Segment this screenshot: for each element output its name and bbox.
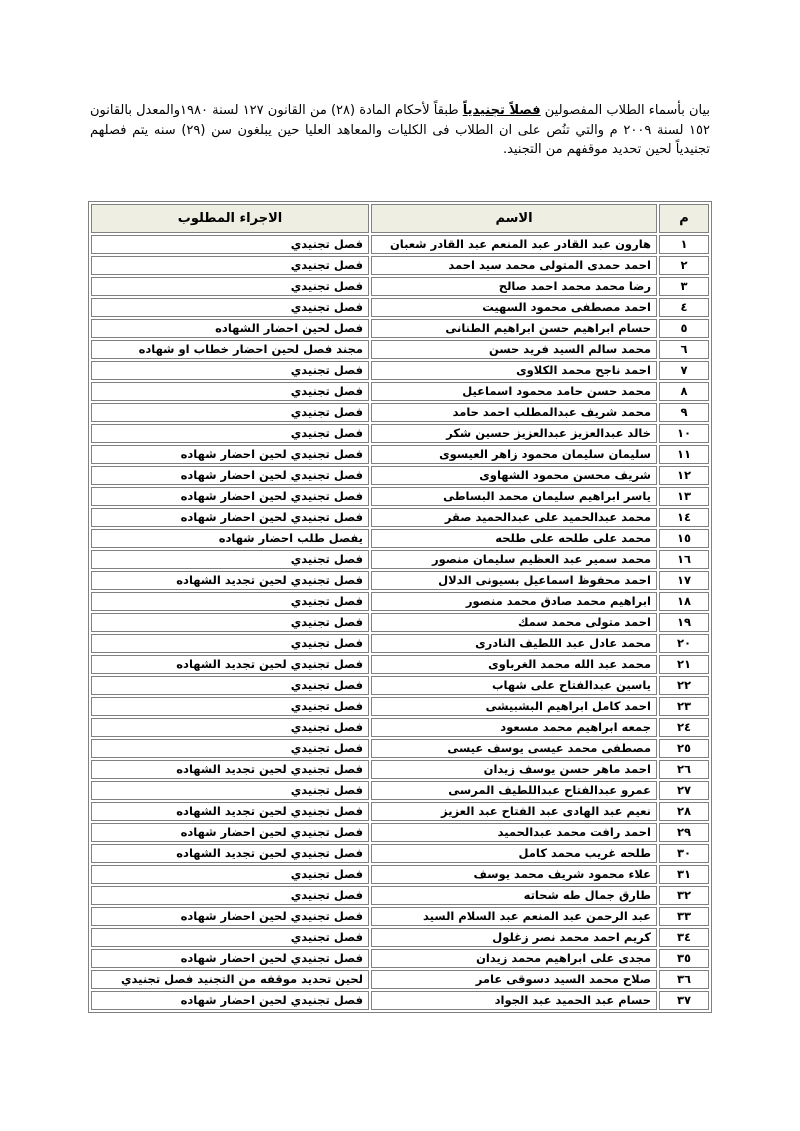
serial-cell: ٣٠ — [659, 844, 709, 863]
action-cell: فصل تجنيدي — [91, 634, 369, 653]
name-cell: سليمان سليمان محمود زاهر العيسوى — [371, 445, 657, 464]
action-cell: يفصل طلب احضار شهاده — [91, 529, 369, 548]
table-row — [91, 949, 709, 968]
action-cell: فصل تجنيدي لحين احضار شهاده — [91, 991, 369, 1010]
table-row — [91, 886, 709, 905]
serial-cell: ٥ — [659, 319, 709, 338]
action-cell: فصل تجنيدي لحين تجديد الشهاده — [91, 802, 369, 821]
serial-cell: ٢٩ — [659, 823, 709, 842]
action-cell: فصل تجنيدي — [91, 739, 369, 758]
table-row — [91, 529, 709, 548]
serial-cell: ١٦ — [659, 550, 709, 569]
serial-cell: ٣ — [659, 277, 709, 296]
serial-cell: ٢٣ — [659, 697, 709, 716]
name-cell: محمد حسن حامد محمود اسماعيل — [371, 382, 657, 401]
action-cell: فصل تجنيدي لحين احضار شهاده — [91, 949, 369, 968]
name-cell: احمد متولى محمد سمك — [371, 613, 657, 632]
action-cell: فصل تجنيدي — [91, 781, 369, 800]
serial-cell: ٢ — [659, 256, 709, 275]
intro-underlined-phrase: فصلاً تجنيدياً — [462, 103, 541, 118]
action-cell: فصل تجنيدي — [91, 676, 369, 695]
action-cell: فصل تجنيدي — [91, 277, 369, 296]
serial-cell: ٩ — [659, 403, 709, 422]
serial-cell: ٢٢ — [659, 676, 709, 695]
serial-cell: ١٢ — [659, 466, 709, 485]
name-cell: محمد شريف عبدالمطلب احمد حامد — [371, 403, 657, 422]
name-cell: عبد الرحمن عبد المنعم عبد السلام السيد — [371, 907, 657, 926]
action-cell: لحين تحديد موقفه من التجنيد فصل تجنيدي — [91, 970, 369, 989]
serial-cell: ٤ — [659, 298, 709, 317]
serial-cell: ٣٦ — [659, 970, 709, 989]
name-cell: جمعه ابراهيم محمد مسعود — [371, 718, 657, 737]
serial-cell: ١٩ — [659, 613, 709, 632]
table-row — [91, 970, 709, 989]
name-cell: ابراهيم محمد صادق محمد منصور — [371, 592, 657, 611]
action-cell: فصل تجنيدي — [91, 298, 369, 317]
action-cell: فصل تجنيدي — [91, 361, 369, 380]
serial-cell: ٣٧ — [659, 991, 709, 1010]
name-cell: احمد ماهر حسن يوسف زيدان — [371, 760, 657, 779]
column-header-action: الاجراء المطلوب — [91, 204, 369, 233]
name-cell: حسام عبد الحميد عبد الجواد — [371, 991, 657, 1010]
action-cell: فصل تجنيدي لحين تجديد الشهاده — [91, 655, 369, 674]
table-row — [91, 571, 709, 590]
students-table-container — [94, 201, 712, 1013]
action-cell: فصل تجنيدي — [91, 886, 369, 905]
table-row — [91, 256, 709, 275]
action-cell: فصل تجنيدي لحين احضار شهاده — [91, 445, 369, 464]
table-row — [91, 865, 709, 884]
serial-cell: ١٧ — [659, 571, 709, 590]
serial-cell: ١ — [659, 235, 709, 254]
name-cell: احمد ناجح محمد الكلاوى — [371, 361, 657, 380]
action-cell: فصل تجنيدي — [91, 613, 369, 632]
table-row — [91, 634, 709, 653]
serial-cell: ٣٢ — [659, 886, 709, 905]
name-cell: حسام ابراهيم حسن ابراهيم الطنانى — [371, 319, 657, 338]
action-cell: فصل تجنيدي لحين احضار شهاده — [91, 823, 369, 842]
name-cell: طلحه غريب محمد كامل — [371, 844, 657, 863]
name-cell: محمد سالم السيد فريد حسن — [371, 340, 657, 359]
table-row — [91, 760, 709, 779]
name-cell: ياسر ابراهيم سليمان محمد البساطى — [371, 487, 657, 506]
serial-cell: ١٠ — [659, 424, 709, 443]
name-cell: مصطفى محمد عيسى يوسف عيسى — [371, 739, 657, 758]
serial-cell: ٣١ — [659, 865, 709, 884]
serial-cell: ٨ — [659, 382, 709, 401]
name-cell: هارون عبد القادر عبد المنعم عبد القادر شعبان — [371, 235, 657, 254]
action-cell: فصل لحين احضار الشهاده — [91, 319, 369, 338]
serial-cell: ١٤ — [659, 508, 709, 527]
name-cell: علاء محمود شريف محمد يوسف — [371, 865, 657, 884]
action-cell: فصل تجنيدي — [91, 382, 369, 401]
intro-text-part2: طبقاً لأحكام المادة (٢٨) من القانون ١٢٧ لسنة ١٩٨٠والمعدل بالقانون ١٥٢ لسنة ٢٠٠٩ م والتي تنُص على ان الطلاب فى الكليات والمعاهد العليا حين يبلغون سن (٢٩) سنه يتم فصلهم تجنيدياً لحين تحديد موقفهم من التجنيد. — [90, 103, 710, 157]
name-cell: عمرو عبدالفتاح عبداللطيف المرسى — [371, 781, 657, 800]
serial-cell: ٢٧ — [659, 781, 709, 800]
table-row — [91, 487, 709, 506]
table-row — [91, 424, 709, 443]
action-cell: فصل تجنيدي — [91, 928, 369, 947]
action-cell: فصل تجنيدي — [91, 235, 369, 254]
serial-cell: ٢٠ — [659, 634, 709, 653]
serial-cell: ٢٥ — [659, 739, 709, 758]
name-cell: ياسين عبدالفتاح على شهاب — [371, 676, 657, 695]
table-row — [91, 844, 709, 863]
table-row — [91, 445, 709, 464]
serial-cell: ١٣ — [659, 487, 709, 506]
action-cell: فصل تجنيدي — [91, 865, 369, 884]
serial-cell: ٣٣ — [659, 907, 709, 926]
serial-cell: ٢٦ — [659, 760, 709, 779]
name-cell: احمد رافت محمد عبدالحميد — [371, 823, 657, 842]
action-cell: فصل تجنيدي لحين تجديد الشهاده — [91, 760, 369, 779]
table-row — [91, 550, 709, 569]
action-cell: فصل تجنيدي لحين احضار شهاده — [91, 466, 369, 485]
table-row — [91, 508, 709, 527]
table-row — [91, 361, 709, 380]
name-cell: طارق جمال طه شحاته — [371, 886, 657, 905]
name-cell: خالد عبدالعزيز عبدالعزيز حسين شكر — [371, 424, 657, 443]
table-row — [91, 697, 709, 716]
table-row — [91, 676, 709, 695]
action-cell: مجند فصل لحين احضار خطاب او شهاده — [91, 340, 369, 359]
table-row — [91, 655, 709, 674]
serial-cell: ١٥ — [659, 529, 709, 548]
action-cell: فصل تجنيدي — [91, 550, 369, 569]
name-cell: مجدى على ابراهيم محمد زيدان — [371, 949, 657, 968]
table-row — [91, 403, 709, 422]
table-body — [91, 235, 709, 1010]
table-row — [91, 298, 709, 317]
serial-cell: ٣٥ — [659, 949, 709, 968]
action-cell: فصل تجنيدي لحين احضار شهاده — [91, 907, 369, 926]
name-cell: محمد سمير عبد العظيم سليمان منصور — [371, 550, 657, 569]
name-cell: محمد عبد الله محمد الغرباوى — [371, 655, 657, 674]
action-cell: فصل تجنيدي — [91, 403, 369, 422]
table-row — [91, 319, 709, 338]
table-row — [91, 382, 709, 401]
serial-cell: ١٨ — [659, 592, 709, 611]
serial-cell: ٢٨ — [659, 802, 709, 821]
serial-cell: ٢١ — [659, 655, 709, 674]
serial-cell: ٣٤ — [659, 928, 709, 947]
name-cell: نعيم عبد الهادى عبد الفتاح عبد العزيز — [371, 802, 657, 821]
name-cell: احمد محفوظ اسماعيل بسيونى الدلال — [371, 571, 657, 590]
serial-cell: ١١ — [659, 445, 709, 464]
table-header-row — [91, 204, 709, 233]
intro-paragraph — [90, 101, 710, 160]
table-row — [91, 718, 709, 737]
action-cell: فصل تجنيدي لحين تجديد الشهاده — [91, 571, 369, 590]
table-row — [91, 235, 709, 254]
column-header-name: الاسم — [371, 204, 657, 233]
table-row — [91, 613, 709, 632]
table-row — [91, 277, 709, 296]
table-row — [91, 928, 709, 947]
action-cell: فصل تجنيدي — [91, 592, 369, 611]
column-header-serial: م — [659, 204, 709, 233]
serial-cell: ٦ — [659, 340, 709, 359]
table-row — [91, 739, 709, 758]
action-cell: فصل تجنيدي لحين احضار شهاده — [91, 508, 369, 527]
table-row — [91, 592, 709, 611]
table-row — [91, 466, 709, 485]
name-cell: صلاح محمد السيد دسوقى عامر — [371, 970, 657, 989]
table-row — [91, 907, 709, 926]
serial-cell: ٧ — [659, 361, 709, 380]
intro-text-part1: بيان بأسماء الطلاب المفصولين — [540, 103, 711, 118]
table-row — [91, 802, 709, 821]
action-cell: فصل تجنيدي — [91, 424, 369, 443]
name-cell: محمد عبدالحميد على عبدالحميد صقر — [371, 508, 657, 527]
name-cell: احمد كامل ابراهيم البشبيشى — [371, 697, 657, 716]
table-row — [91, 781, 709, 800]
name-cell: كريم احمد محمد نصر زغلول — [371, 928, 657, 947]
name-cell: محمد عادل عبد اللطيف النادرى — [371, 634, 657, 653]
students-table — [88, 201, 712, 1013]
name-cell: احمد حمدى المتولى محمد سيد احمد — [371, 256, 657, 275]
action-cell: فصل تجنيدي — [91, 256, 369, 275]
name-cell: شريف محسن محمود الشهاوى — [371, 466, 657, 485]
name-cell: محمد على طلحه على طلحه — [371, 529, 657, 548]
action-cell: فصل تجنيدي — [91, 697, 369, 716]
action-cell: فصل تجنيدي — [91, 718, 369, 737]
table-row — [91, 340, 709, 359]
serial-cell: ٢٤ — [659, 718, 709, 737]
name-cell: رضا محمد محمد احمد صالح — [371, 277, 657, 296]
action-cell: فصل تجنيدي لحين احضار شهاده — [91, 487, 369, 506]
name-cell: احمد مصطفى محمود السهيت — [371, 298, 657, 317]
action-cell: فصل تجنيدي لحين تجديد الشهاده — [91, 844, 369, 863]
table-row — [91, 823, 709, 842]
table-row — [91, 991, 709, 1010]
